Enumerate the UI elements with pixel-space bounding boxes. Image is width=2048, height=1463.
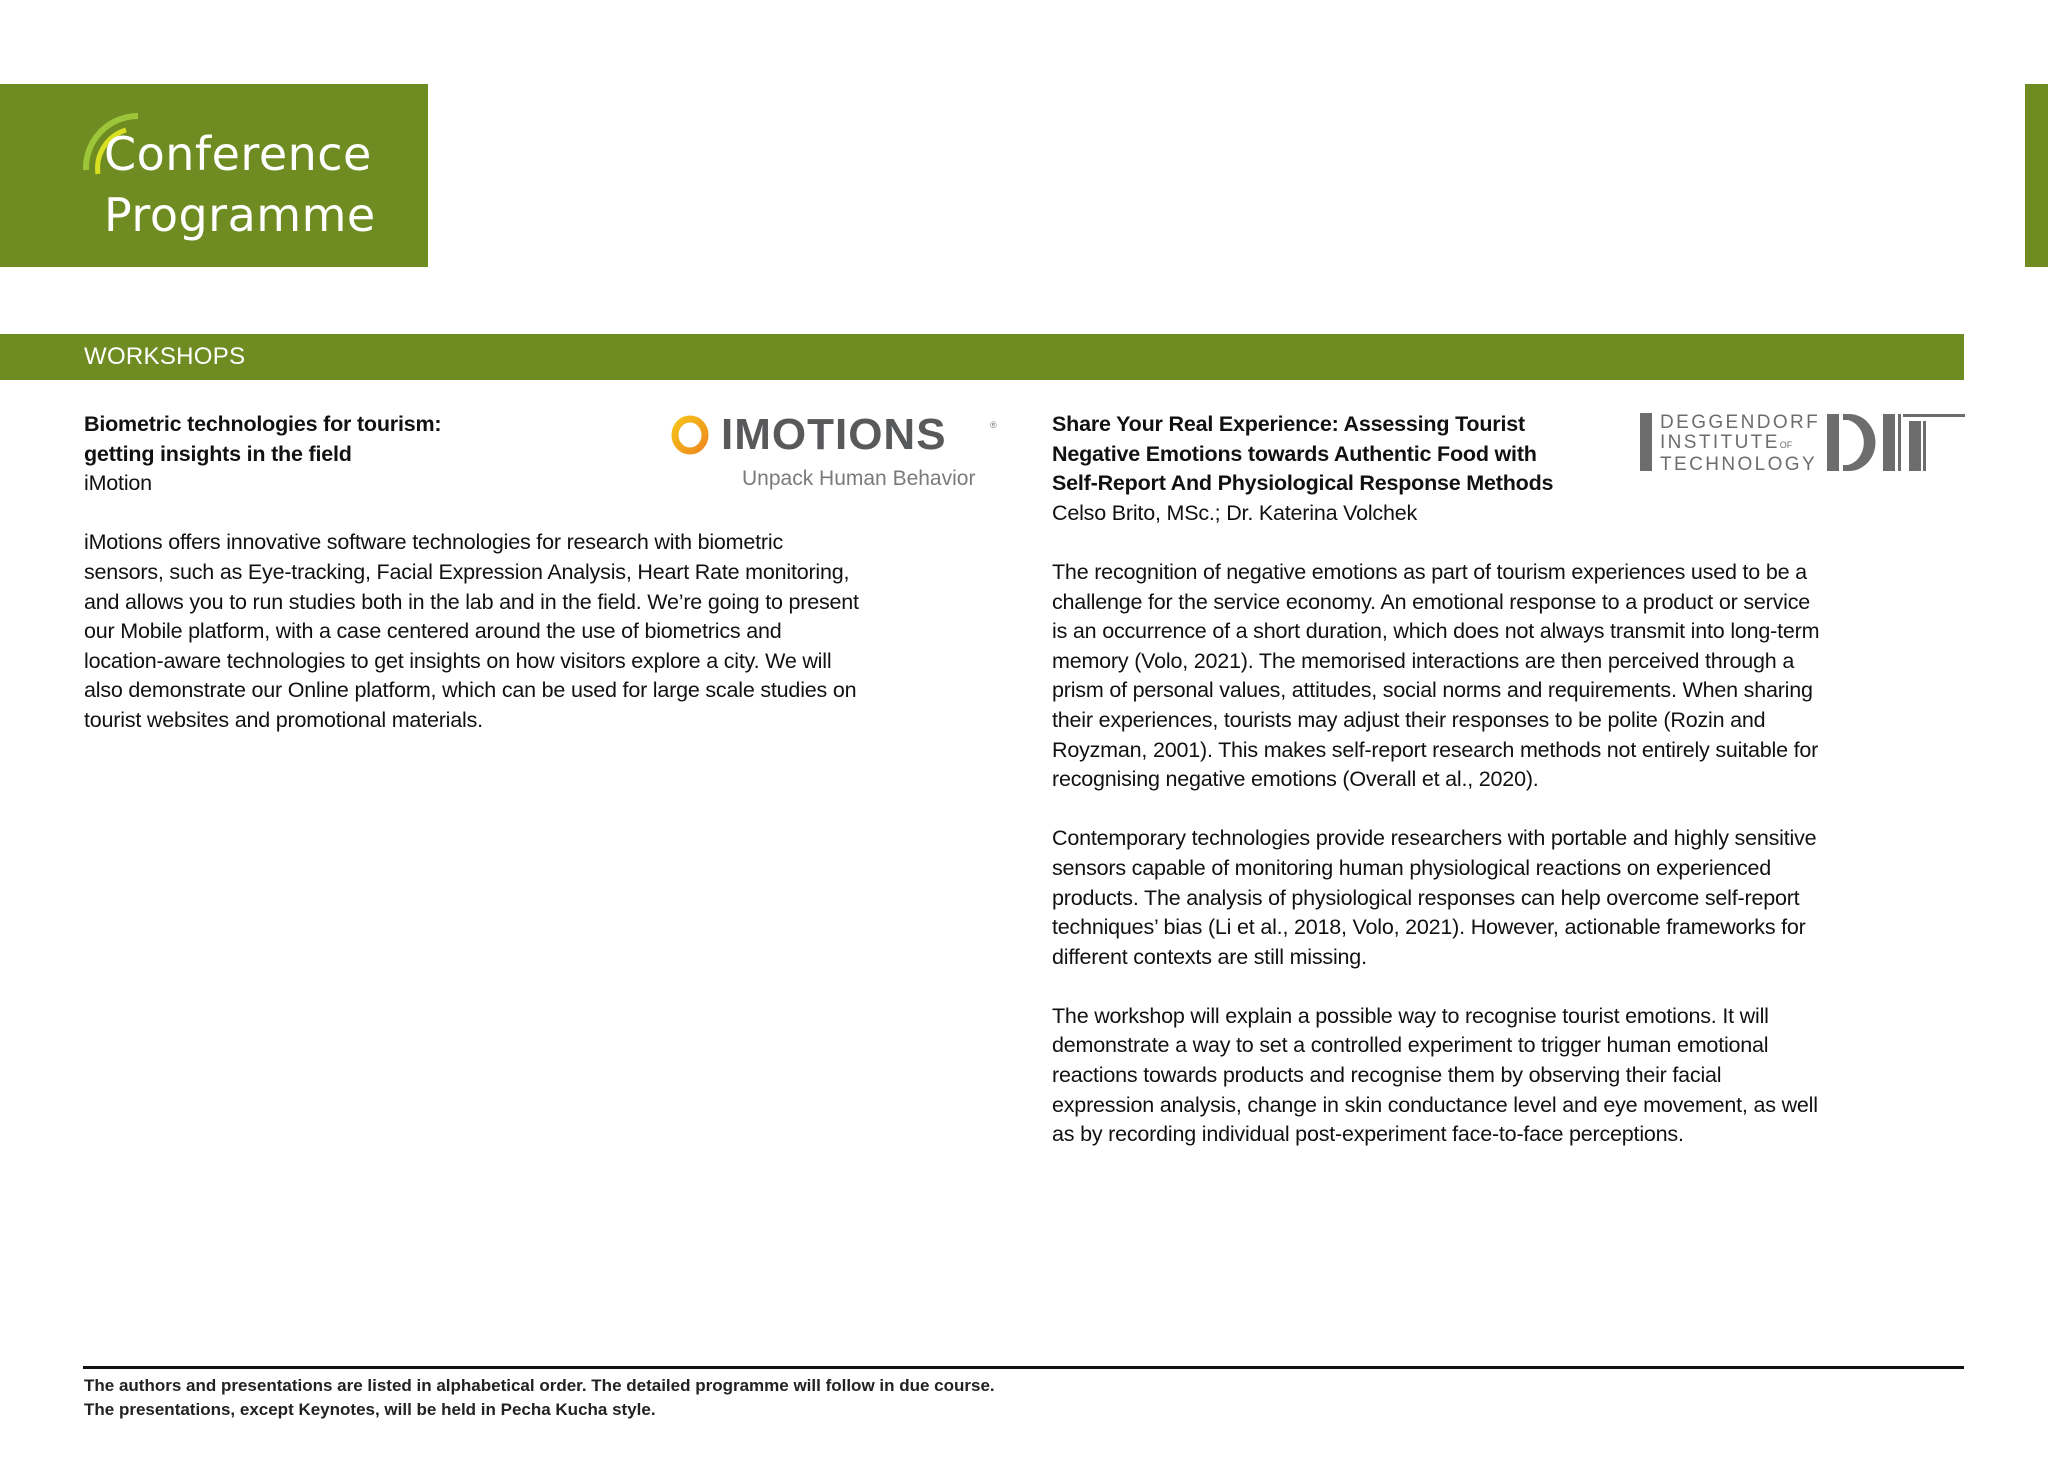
dit-of: OF [1779, 440, 1793, 450]
description-line: sensors capable of monitoring human physiological reactions on experienced [1052, 855, 1772, 880]
description-line: memory (Volo, 2021). The memorised interactions are then perceived through a [1052, 648, 1795, 673]
workshop-title-line: Biometric technologies for tourism: [84, 412, 442, 436]
footer-line: The presentations, except Keynotes, will be held in Pecha Kucha style. [84, 1400, 656, 1419]
description-paragraph [1052, 558, 1819, 795]
description-paragraph [1052, 1002, 1819, 1150]
footer-line: The authors and presentations are listed in alphabetical order. The detailed programme will follow in due course. [84, 1376, 995, 1395]
workshop-title-line: Negative Emotions towards Authentic Food with [1052, 441, 1537, 466]
dit-logo-line: TECHNOLOGY [1660, 454, 1818, 475]
workshop-title-line: Self-Report And Physiological Response Methods [1052, 471, 1554, 496]
description-line: challenge for the service economy. An emotional response to a product or service [1052, 589, 1811, 614]
dit-bar-icon [1640, 413, 1652, 471]
description-line: as by recording individual post-experiment face-to-face perceptions. [1052, 1122, 1684, 1147]
description-line: Royzman, 2001). This makes self-report research methods not entirely suitable for [1052, 737, 1819, 762]
description-line: location-aware technologies to get insights on how visitors explore a city. We will [84, 648, 832, 673]
section-label: WORKSHOPS [84, 343, 246, 370]
workshop-presenter: Celso Brito, MSc.; Dr. Katerina Volchek [1052, 500, 1418, 525]
description-line: prism of personal values, attitudes, social norms and requirements. When sharing [1052, 678, 1813, 703]
description-line: tourist websites and promotional materials. [84, 707, 483, 732]
imotions-wordmark: IMOTIONS [721, 410, 947, 459]
imotions-ring-icon [670, 414, 712, 456]
workshop-description [1052, 558, 1819, 1150]
dit-logo-line: INSTITUTEOF [1660, 432, 1793, 453]
dit-monogram-icon [1827, 413, 1967, 473]
description-line: iMotions offers innovative software technologies for research with biometric [84, 530, 784, 555]
footer-note [84, 1374, 995, 1422]
description-line: our Mobile platform, with a case centered around the use of biometrics and [84, 619, 782, 644]
description-line: is an occurrence of a short duration, which does not always transmit into long-term [1052, 619, 1820, 644]
dit-logo-line: DEGGENDORF [1660, 412, 1821, 433]
page-title [104, 124, 376, 246]
registered-mark: ® [990, 420, 997, 430]
description-line: their experiences, tourists may adjust their responses to be polite (Rozin and [1052, 707, 1766, 732]
page-title-line: Conference [104, 127, 372, 181]
section-banner [0, 334, 1964, 380]
workshop-presenter: iMotion [84, 471, 152, 496]
description-line: different contexts are still missing. [1052, 944, 1367, 969]
footer-rule [83, 1366, 1964, 1369]
dit-logo-text [1660, 413, 1820, 475]
page-title-line: Programme [104, 188, 376, 242]
workshop-right [1052, 410, 1819, 1150]
imotions-tagline: Unpack Human Behavior [742, 467, 976, 490]
workshop-title-line: Share Your Real Experience: Assessing Tourist [1052, 412, 1525, 436]
description-line: also demonstrate our Online platform, which can be used for large scale studies on [84, 678, 857, 703]
description-line: expression analysis, change in skin conductance level and eye movement, as well [1052, 1092, 1818, 1117]
description-line: The recognition of negative emotions as part of tourism experiences used to be a [1052, 559, 1807, 584]
description-paragraph [1052, 824, 1819, 972]
workshop-description [84, 528, 859, 735]
description-line: Contemporary technologies provide researchers with portable and highly sensitive [1052, 826, 1817, 851]
description-line: products. The analysis of physiological responses can help overcome self-report [1052, 885, 1800, 910]
description-line: techniques’ bias (Li et al., 2018, Volo, 2021). However, actionable frameworks for [1052, 915, 1806, 940]
description-line: and allows you to run studies both in the lab and in the field. We’re going to present [84, 589, 859, 614]
workshop-title-line: getting insights in the field [84, 441, 352, 466]
description-line: reactions towards products and recognise them by observing their facial [1052, 1063, 1722, 1088]
edge-tab [2025, 84, 2048, 267]
description-line: The workshop will explain a possible way to recognise tourist emotions. It will [1052, 1003, 1769, 1028]
description-line: recognising negative emotions (Overall et al., 2020). [1052, 767, 1539, 792]
description-line: demonstrate a way to set a controlled experiment to trigger human emotional [1052, 1033, 1769, 1058]
description-line: sensors, such as Eye-tracking, Facial Expression Analysis, Heart Rate monitoring, [84, 559, 850, 584]
